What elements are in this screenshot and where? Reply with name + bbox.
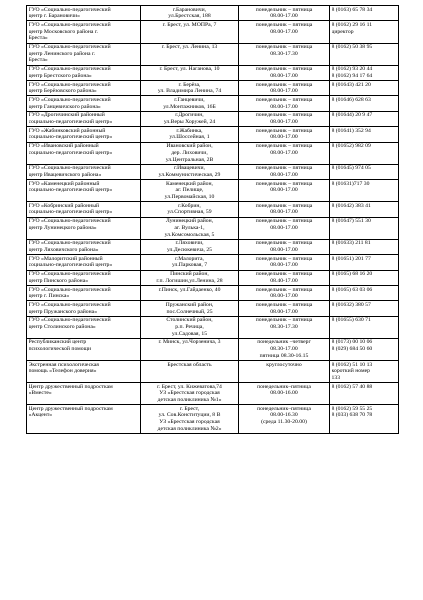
organization-cell (27, 43, 141, 65)
table-row (27, 6, 399, 21)
cell-line: 08.00-17.00 (270, 262, 298, 269)
cell-line: 8 (01647) 551 30 (331, 218, 371, 225)
cell-line: г.Жабинка, (176, 127, 203, 134)
phone-cell (330, 6, 399, 21)
cell-line: 8 (0162) 51 10 13 (331, 361, 373, 368)
cell-line: 8 (0163) 65 78 34 (331, 6, 373, 13)
table-row (27, 81, 399, 96)
cell-line: г.Малорита, (175, 255, 204, 262)
cell-line: 8 (01631)717 30 (331, 180, 370, 187)
cell-line: г. Брест, (179, 405, 200, 412)
cell-line: понедельник – пятница (255, 218, 313, 225)
cell-line: 08.00-17.00 (270, 224, 298, 231)
cell-line: понедельник–пятница (257, 383, 311, 390)
cell-line: г.Пинск, ул.Гайдаенко, 40 (158, 286, 221, 293)
cell-line: 08.00-17.00 (270, 13, 298, 20)
cell-line: р.п. Речица, (175, 324, 204, 331)
cell-line: Экстренная психологическая (28, 361, 99, 368)
address-cell (141, 217, 239, 239)
table-row (27, 180, 399, 202)
cell-line: Лунинецкий район, (165, 218, 214, 225)
cell-line: 8 (0162) 93 20 44 (331, 66, 373, 73)
organization-cell (27, 127, 141, 142)
cell-line: 8 (033) 638 70 78 (331, 412, 373, 419)
hours-cell (239, 270, 330, 285)
cell-line: «Акцент» (28, 412, 53, 419)
address-cell (141, 301, 239, 316)
cell-line: центр Ганцевичского района» (28, 103, 101, 110)
phone-cell (330, 111, 399, 126)
table-row (27, 383, 399, 405)
cell-line: ГУО «Социально-педагогический (28, 301, 111, 308)
cell-line: ГУО «Жабинковский районный (28, 127, 106, 134)
cell-line: 08.00-17.00 (270, 88, 298, 95)
cell-line: 08.00-16.00 (270, 390, 298, 397)
address-cell (141, 142, 239, 164)
cell-line: Столинский район, (166, 317, 213, 324)
table-row (27, 301, 399, 316)
address-cell (141, 180, 239, 202)
cell-line: г.Ляховичи, (175, 240, 204, 247)
cell-line: ул.Веры Хоружей, 24 (163, 119, 216, 126)
hours-cell (239, 301, 330, 316)
phone-cell (330, 164, 399, 179)
cell-line: социально-педагогический центр» (28, 187, 113, 194)
hours-cell (239, 142, 330, 164)
cell-line: центр Ивацевичского района» (28, 171, 102, 178)
organization-cell (27, 270, 141, 285)
cell-line: 8 (01644) 20 9 47 (331, 112, 373, 119)
cell-line: 8 (01632) 380 57 (331, 301, 371, 308)
cell-line: социально-педагогический центр» (28, 119, 113, 126)
cell-line: ул.Центральная, 2В (165, 156, 214, 163)
table-row (27, 202, 399, 217)
phone-cell (330, 301, 399, 316)
cell-line: понедельник – пятница (255, 271, 313, 278)
cell-line: понедельник – пятница (255, 81, 313, 88)
phone-cell (330, 81, 399, 96)
cell-line: г.п. Логишин,ул.Ленина, 28 (156, 277, 223, 284)
cell-line: круглосуточно (266, 361, 302, 368)
table-row (27, 164, 399, 179)
cell-line: 08.30-17.30 (270, 324, 298, 331)
cell-line: понедельник – пятница (255, 317, 313, 324)
cell-line: понедельник – пятница (255, 21, 313, 28)
table-row (27, 43, 399, 65)
cell-line: ГУО «Социально-педагогический (28, 66, 111, 73)
hours-cell (239, 164, 330, 179)
cell-line: ГУО «Ивановский районный (28, 143, 99, 150)
cell-line: понедельник – пятница (255, 240, 313, 247)
cell-line: ГУО «Социально-педагогический (28, 165, 111, 172)
hours-cell (239, 316, 330, 338)
address-cell (141, 43, 239, 65)
cell-line: ГУО «Социально-педагогический (28, 21, 111, 28)
table-row (27, 255, 399, 270)
table-row (27, 270, 399, 285)
organization-cell (27, 21, 141, 43)
address-cell (141, 127, 239, 142)
cell-line: детская поликлиника №2» (157, 425, 222, 432)
table-row (27, 142, 399, 164)
organization-cell (27, 217, 141, 239)
hours-cell (239, 286, 330, 301)
cell-line: понедельник – пятница (255, 202, 313, 209)
cell-line: ГУО «Социально-педагогический (28, 81, 111, 88)
table-row (27, 96, 399, 111)
organization-cell (27, 111, 141, 126)
cell-line: ГУО «Социально-педагогический (28, 218, 111, 225)
cell-line: 08.00-17.00 (270, 209, 298, 216)
address-cell (141, 405, 239, 434)
address-cell (141, 361, 239, 383)
contacts-table-body (27, 6, 399, 434)
cell-line: 8 (0162) 59 55 25 (331, 405, 373, 412)
cell-line: г. Брест, ул. Наганова, 10 (159, 66, 220, 73)
cell-line: понедельник – пятница (255, 165, 313, 172)
cell-line: понедельник – пятница (255, 6, 313, 13)
cell-line: ГУО «Социально-педагогический (28, 286, 111, 293)
cell-line: центр Столинского района» (28, 324, 96, 331)
hours-cell (239, 180, 330, 202)
phone-cell (330, 96, 399, 111)
cell-line: 08.00-17.00 (270, 247, 298, 253)
cell-line: 08.00-17.00 (270, 72, 298, 79)
cell-line: ул.Монтажников, 16Б (163, 103, 216, 110)
cell-line: центр Пинского района» (28, 277, 89, 284)
phone-cell (330, 127, 399, 142)
organization-cell (27, 202, 141, 217)
organization-cell (27, 383, 141, 405)
hours-cell (239, 81, 330, 96)
cell-line: 8 (01652) 982 09 (331, 143, 371, 150)
cell-line: понедельник – пятница (255, 112, 313, 119)
cell-line: ГУО «Каменецкий районный (28, 180, 100, 187)
cell-line: аг. Пелище, (175, 187, 204, 194)
cell-line: г.Дрогичин, (175, 112, 204, 119)
hours-cell (239, 405, 330, 434)
cell-line: центр г. Барановичи» (28, 13, 80, 20)
cell-line: понедельник–пятница (257, 405, 311, 412)
cell-line: г.Ивацевичи, (174, 165, 205, 172)
organization-cell (27, 65, 141, 80)
cell-line: г. Брест, ул. МОПРа, 7 (162, 21, 217, 28)
cell-line: 8 (0165) 68 16 20 (331, 271, 373, 278)
organization-cell (27, 286, 141, 301)
cell-line: ул.Шоссейная, 1 (169, 134, 210, 141)
table-row (27, 65, 399, 80)
cell-line: 8 (0162) 50 38 95 (331, 44, 373, 51)
cell-line: ГУО «Социально-педагогический (28, 240, 111, 247)
cell-line: 08.30-17.30 (270, 50, 298, 57)
cell-line: ул.Парковая, 7 (171, 262, 208, 269)
hours-cell (239, 96, 330, 111)
contacts-table (26, 5, 399, 434)
address-cell (141, 286, 239, 301)
cell-line: 8 (0162) 94 17 64 (331, 72, 373, 79)
hours-cell (239, 202, 330, 217)
address-cell (141, 111, 239, 126)
cell-line: 08.00-17.00 (270, 149, 298, 156)
phone-cell (330, 217, 399, 239)
cell-line: дер. Лиховичи, (171, 149, 208, 156)
cell-line: 08.40-17.00 (270, 277, 298, 284)
cell-line: центр Пружанского района» (28, 308, 98, 315)
cell-line: г. Минск, ул.Чорзенича, 3 (158, 339, 221, 346)
cell-line: помощь «Телефон доверия» (28, 368, 97, 375)
hours-cell (239, 43, 330, 65)
cell-line: понедельник – пятница (255, 180, 313, 187)
cell-line: 8 (0162) 57 40 88 (331, 383, 373, 390)
cell-line: социально-педагогический центр» (28, 149, 113, 156)
cell-line: социально-педагогический центр» (28, 134, 113, 141)
cell-line: ГУО «Социально-педагогический (28, 44, 111, 51)
phone-cell (330, 361, 399, 383)
hours-cell (239, 255, 330, 270)
address-cell (141, 316, 239, 338)
cell-line: понедельник – пятница (255, 255, 313, 262)
phone-cell (330, 255, 399, 270)
cell-line: (среда 11.30-20.00) (261, 419, 307, 426)
phone-cell (330, 43, 399, 65)
address-cell (141, 255, 239, 270)
cell-line: ГУО «Социально-педагогический (28, 271, 111, 278)
cell-line: Бреста» (28, 57, 48, 64)
cell-line: г.Ганцевичи, (174, 96, 205, 103)
cell-line: центр Брестского района» (28, 72, 92, 79)
cell-line: ул.Брестская, 188 (168, 13, 211, 20)
table-row (27, 111, 399, 126)
cell-line: 08.00-17.00 (270, 187, 298, 194)
table-row (27, 21, 399, 43)
cell-line: Центр дружественный подросткам (28, 383, 113, 390)
cell-line: ГУО «Социально-педагогический (28, 96, 111, 103)
phone-cell (330, 270, 399, 285)
address-cell (141, 338, 239, 360)
cell-line: 8 (0165) 63 03 06 (331, 286, 373, 293)
cell-line: 8 (0173) 00 10 06 (331, 339, 373, 346)
organization-cell (27, 361, 141, 383)
cell-line: Пинский район, (170, 271, 209, 278)
organization-cell (27, 96, 141, 111)
table-row (27, 405, 399, 434)
table-row (27, 127, 399, 142)
cell-line: ул. Владимира Ленина, 74 (157, 88, 222, 95)
cell-line: Республиканский центр (28, 339, 87, 346)
table-row (27, 286, 399, 301)
address-cell (141, 81, 239, 96)
cell-line: Бреста» (28, 35, 48, 42)
cell-line: понедельник – пятница (255, 66, 313, 73)
address-cell (141, 21, 239, 43)
cell-line: ул.Спортивная, 59 (167, 209, 212, 216)
cell-line: центр г. Пинска» (28, 293, 70, 300)
cell-line: ул.Первомайская, 10 (164, 194, 215, 201)
organization-cell (27, 6, 141, 21)
cell-line: ГУО «Дрогичинский районный (28, 112, 105, 119)
phone-cell (330, 180, 399, 202)
cell-line: 133 (331, 374, 341, 381)
hours-cell (239, 21, 330, 43)
cell-line: понедельник – пятница (255, 286, 313, 293)
phone-cell (330, 383, 399, 405)
organization-cell (27, 239, 141, 254)
cell-line: УЗ «Брестская городская (159, 419, 220, 426)
cell-line: ул.Десюкевича, 25 (166, 247, 213, 253)
phone-cell (330, 202, 399, 217)
cell-line: директор (331, 28, 354, 35)
cell-line: 08.00-17.00 (270, 308, 298, 315)
cell-line: ГУО «Социально-педагогический (28, 6, 111, 13)
cell-line: детская поликлиника №1» (157, 397, 222, 404)
cell-line: аг. Вулька-1, (174, 224, 205, 231)
cell-line: ГУО «Малоритский районный (28, 255, 103, 262)
cell-line: центр Ленинского района г. (28, 50, 96, 57)
cell-line: 8 (029) 684 50 60 (331, 346, 373, 353)
phone-cell (330, 142, 399, 164)
cell-line: 08.30-17.00 (270, 346, 298, 353)
table-row (27, 361, 399, 383)
cell-line: Пружанский район, (165, 301, 214, 308)
cell-line: г.Кобрин, (178, 202, 201, 209)
cell-line: короткий номер (331, 368, 370, 375)
cell-line: ул.Коммунистическая, 29 (158, 171, 221, 178)
address-cell (141, 96, 239, 111)
cell-line: центр Лунинецкого района» (28, 224, 97, 231)
cell-line: 8 (01643) 421 20 (331, 81, 371, 88)
cell-line: психологической помощи (28, 346, 92, 353)
address-cell (141, 239, 239, 254)
cell-line: г. Брест, ул. Кижеватова,74 (157, 383, 222, 390)
cell-line: 8 (01645) 974 05 (331, 165, 371, 172)
cell-line: г. Берёза, (178, 81, 201, 88)
cell-line: понедельник – пятница (255, 96, 313, 103)
cell-line: Каменецкий район, (166, 180, 213, 187)
cell-line: «Вместе» (28, 390, 52, 397)
cell-line: центр Ляховичского района» (28, 247, 99, 253)
phone-cell (330, 239, 399, 254)
cell-line: понедельник – пятница (255, 127, 313, 134)
cell-line: 08.00-17.00 (270, 119, 298, 126)
organization-cell (27, 255, 141, 270)
hours-cell (239, 127, 330, 142)
table-row (27, 338, 399, 360)
hours-cell (239, 383, 330, 405)
cell-line: социально-педагогический центр» (28, 262, 113, 269)
organization-cell (27, 405, 141, 434)
phone-cell (330, 405, 399, 434)
cell-line: ул. Сов.Конституции, 8 В (158, 412, 221, 419)
cell-line: 8 (01642) 383 41 (331, 202, 371, 209)
address-cell (141, 270, 239, 285)
organization-cell (27, 180, 141, 202)
cell-line: понедельник – пятница (255, 143, 313, 150)
cell-line: 08.00-17.00 (270, 103, 298, 110)
hours-cell (239, 338, 330, 360)
organization-cell (27, 81, 141, 96)
cell-line: центр Берёзовского района» (28, 88, 97, 95)
cell-line: Ивановский район, (166, 143, 213, 150)
cell-line: пятница 08.30-16.15 (259, 352, 309, 359)
cell-line: пос.Солнечный, 25 (166, 308, 213, 315)
cell-line: УЗ «Брестская городская (159, 390, 220, 397)
cell-line: 8 (01646) 628 63 (331, 96, 371, 103)
cell-line: 8 (01651) 201 77 (331, 255, 371, 262)
hours-cell (239, 65, 330, 80)
cell-line: социально-педагогический центр» (28, 209, 113, 216)
phone-cell (330, 65, 399, 80)
cell-line: г. Брест, ул. Ленина, 13 (161, 44, 218, 51)
cell-line: 08.00-17.00 (270, 293, 298, 300)
organization-cell (27, 301, 141, 316)
address-cell (141, 383, 239, 405)
cell-line: ГУО «Кобринский районный (28, 202, 100, 209)
cell-line: ул.Комсомольская, 5 (164, 231, 215, 238)
cell-line: 8 (0162) 29 16 11 (331, 21, 373, 28)
phone-cell (330, 316, 399, 338)
cell-line: центр Московского района г. (28, 28, 98, 35)
table-row (27, 217, 399, 239)
cell-line: 8 (01633) 211 81 (331, 240, 371, 247)
address-cell (141, 65, 239, 80)
hours-cell (239, 111, 330, 126)
hours-cell (239, 217, 330, 239)
hours-cell (239, 6, 330, 21)
organization-cell (27, 316, 141, 338)
address-cell (141, 202, 239, 217)
hours-cell (239, 239, 330, 254)
cell-line: Центр дружественный подросткам (28, 405, 113, 412)
cell-line: 08.00-17.00 (270, 28, 298, 35)
phone-cell (330, 286, 399, 301)
organization-cell (27, 164, 141, 179)
cell-line: 08.00-17.00 (270, 134, 298, 141)
organization-cell (27, 142, 141, 164)
cell-line: 8 (01655) 630 71 (331, 317, 371, 324)
cell-line: понедельник – пятница (255, 44, 313, 51)
cell-line: понедельник – пятница (255, 301, 313, 308)
cell-line: ул.Садовая, 15 (171, 330, 208, 337)
cell-line: Брестская область (167, 361, 212, 368)
organization-cell (27, 338, 141, 360)
cell-line: 08.00-16.30 (270, 412, 298, 419)
hours-cell (239, 361, 330, 383)
address-cell (141, 164, 239, 179)
table-row (27, 239, 399, 254)
phone-cell (330, 338, 399, 360)
cell-line: понедельник –четверг (257, 339, 311, 346)
cell-line: г.Барановичи, (172, 6, 207, 13)
phone-cell (330, 21, 399, 43)
table-row (27, 316, 399, 338)
cell-line: ГУО «Социально-педагогический (28, 317, 111, 324)
address-cell (141, 6, 239, 21)
cell-line: 08.00-17.00 (270, 171, 298, 178)
cell-line: 8 (01641) 352 94 (331, 127, 371, 134)
